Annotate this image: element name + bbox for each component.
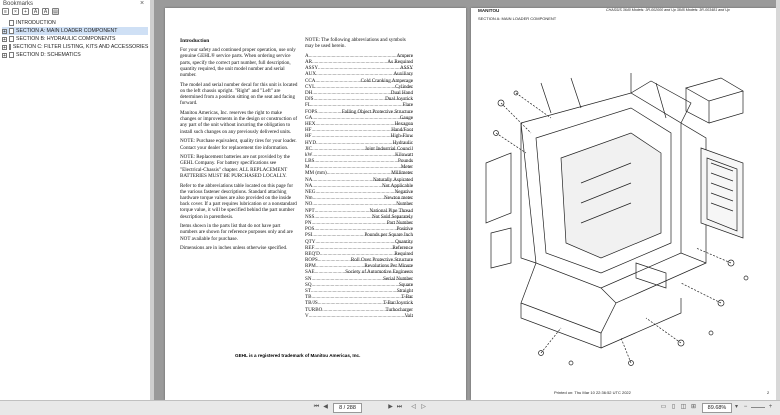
facing-view-icon[interactable]: ◫ [680, 404, 687, 410]
abbreviation-key: Nm [305, 195, 313, 202]
abbreviation-key: V [305, 312, 309, 319]
go-back-icon[interactable]: ◁ [411, 404, 416, 410]
bookmarks-toolbar [2, 8, 148, 17]
intro-column [180, 38, 298, 255]
abbreviation-value: ..... Hand/Foot [312, 127, 413, 133]
document-page-left [165, 8, 466, 400]
abbreviation-key: PN [305, 219, 312, 226]
abbreviation-value: ..... Not Sold Separately [314, 214, 413, 220]
page-icon [9, 28, 14, 34]
abbreviation-value: ..... Cylinder [315, 84, 413, 90]
collapse-all-icon[interactable]: A [43, 9, 48, 15]
abbreviation-value: ..... Number [312, 201, 413, 207]
bookmark-item-introduction[interactable] [2, 19, 148, 27]
abbreviations-table [305, 53, 413, 319]
zoom-out-icon[interactable]: − [743, 404, 748, 410]
abbreviation-value: ..... Roll Over Protective Structure [318, 257, 413, 263]
intro-paragraph: Manitou Americas, Inc. reserves the right to make changes or improvements in the design or construction of any part of the unit without incurring the obligation to install such changes on any previously delivered units. [180, 110, 298, 135]
abbreviation-key: RPM [305, 263, 316, 270]
single-page-view-icon[interactable]: ▭ [660, 404, 667, 410]
abbreviation-value: ..... Falling Object Protective Structure [317, 109, 413, 115]
abbreviation-value: ..... Revolutions Per Minute [316, 263, 413, 269]
abbreviation-value: ..... Serial Number [312, 276, 413, 282]
abbreviation-key: DH [305, 90, 313, 97]
abbreviation-value: ..... Newton meter [313, 195, 413, 201]
abbreviation-key: JIC [305, 145, 313, 152]
abbreviation-value: ..... Quantity [315, 239, 413, 245]
abbreviation-key: SQ [305, 281, 312, 288]
bookmark-item-section-a[interactable] [2, 27, 148, 35]
abbreviation-key: ROPS [305, 257, 318, 264]
bookmark-label: SECTION C: FILTER LISTING, KITS AND ACCESSORIES [12, 44, 149, 50]
abbreviation-value: ..... Hexagon [315, 121, 413, 127]
abbreviations-intro: NOTE: The following abbreviations and symbols may be used herein. [305, 37, 406, 50]
abbreviation-value: ..... Auxiliary [316, 71, 413, 77]
brand-label: MANITOU [478, 8, 500, 13]
abbreviation-key: LBS [305, 158, 315, 165]
abbreviation-value: ..... Kilowatt [312, 152, 413, 158]
abbreviation-key: REF [305, 244, 315, 251]
expand-icon[interactable]: + [3, 52, 6, 59]
abbreviation-key: HF [305, 127, 312, 134]
close-icon[interactable]: × [140, 0, 145, 7]
last-page-icon[interactable]: ⏭ [396, 404, 403, 410]
bookmarks-title: Bookmarks [3, 1, 34, 7]
abbreviation-value: ..... Pounds per Square Inch [312, 232, 413, 238]
new-bookmark-icon[interactable]: + [22, 8, 29, 15]
abbreviation-value: ..... Joint Industrial Council [312, 146, 413, 152]
intro-heading: Introduction [180, 38, 210, 44]
abbreviation-value: ..... High-Flow [312, 133, 413, 139]
abbreviations-column [305, 37, 413, 319]
abbreviation-key: POS [305, 226, 315, 233]
bookmark-item-section-b[interactable] [2, 35, 148, 43]
abbreviation-key: HF [305, 133, 312, 140]
bookmark-label: INTRODUCTION [16, 20, 56, 26]
page-icon [9, 36, 14, 42]
abbreviation-key: SN [305, 275, 312, 282]
zoom-input[interactable]: 89.68% [702, 403, 732, 413]
abbreviation-value: ..... Millimeter [327, 170, 413, 176]
bookmark-label: SECTION A: MAIN LOADER COMPONENT [16, 28, 118, 34]
printed-date: Printed on: Thu Mar 10 22:36:52 UTC 2022 [554, 390, 631, 395]
page-icon [9, 44, 11, 50]
models-label: CHASSIS 3640 Models: 3R-002000 and Up 3845 Models: 3R-003481 and Up [606, 8, 730, 12]
bookmark-item-section-d[interactable] [2, 51, 148, 59]
abbreviation-key: NEG [305, 189, 316, 196]
intro-paragraph: For your safety and continued proper operation, use only genuine GEHL® service parts. When ordering service parts, specify the correct part number, full description, quantity required, the unit model number and serial number. [180, 47, 296, 79]
trademark-note: GEHL is a registered trademark of Manitou Americas, Inc. [235, 353, 361, 358]
first-page-icon[interactable]: ⏮ [313, 404, 320, 410]
abbreviation-value: ..... Meter [310, 164, 413, 170]
abbreviation-value: ..... As Required [312, 59, 413, 65]
vertical-scrollbar[interactable] [776, 0, 780, 400]
abbreviation-value: ..... Volt [309, 313, 413, 319]
bookmarks-panel [0, 0, 151, 414]
abbreviation-key: AR [305, 59, 313, 66]
abbreviation-row [305, 313, 413, 319]
page-number-input[interactable]: 8 / 288 [333, 403, 362, 413]
abbreviation-key: AUX [305, 71, 317, 78]
zoom-slider[interactable] [751, 407, 765, 408]
navigation-toolbar [0, 400, 780, 415]
abbreviation-key: A [305, 52, 309, 59]
abbreviation-key: HYD [305, 139, 317, 146]
abbreviation-key: M [305, 164, 310, 171]
abbreviation-key: PSI [305, 232, 313, 239]
intro-paragraph: Items shown in the parts list that do not have part numbers are shown for reference purposes only and are NOT available for purchase. [180, 223, 293, 242]
zoom-dropdown-icon[interactable]: ▾ [734, 404, 738, 410]
continuous-facing-view-icon[interactable]: ⊞ [690, 404, 697, 410]
options-icon[interactable]: ≡ [2, 8, 9, 15]
abbreviation-value: ..... Straight [311, 288, 413, 294]
abbreviation-key: CYL [305, 83, 316, 90]
panel-splitter[interactable] [150, 0, 154, 414]
continuous-view-icon[interactable]: ▯ [671, 404, 676, 410]
abbreviation-value: ..... Dual Hand [312, 90, 413, 96]
page-icon [9, 20, 14, 26]
expand-all-icon[interactable]: A [33, 9, 38, 15]
abbreviation-key: NO [305, 201, 313, 208]
previous-page-icon[interactable]: ◀ [323, 404, 328, 410]
abbreviation-value: ..... ASSY [318, 65, 413, 71]
abbreviation-value: ..... Dual Joystick [314, 96, 414, 102]
abbreviation-value: ..... Hydraulic [316, 140, 413, 146]
abbreviation-key: SAE [305, 269, 315, 276]
abbreviation-key: NPT [305, 207, 315, 214]
abbreviation-key: GA [305, 114, 313, 121]
abbreviation-key: kW [305, 151, 313, 158]
abbreviation-key: CCA [305, 77, 316, 84]
section-label: SECTION A: MAIN LOADER COMPONENT [478, 16, 557, 21]
abbreviation-key: FOPS [305, 108, 318, 115]
abbreviation-key: NA [305, 176, 313, 183]
abbreviation-key: FL [305, 102, 311, 109]
abbreviation-value: ..... Turbocharger [322, 307, 413, 313]
abbreviation-value: ..... Required [320, 251, 413, 257]
abbreviation-value: ..... Ampere [309, 53, 413, 59]
abbreviation-value: ..... Society of Automotive Engineers [315, 269, 413, 275]
abbreviation-value: ..... Positive [314, 226, 413, 232]
abbreviation-key: QTY [305, 238, 316, 245]
go-forward-icon[interactable]: ▷ [421, 404, 426, 410]
abbreviation-value: ..... Naturally Aspirated [312, 177, 413, 183]
abbreviation-value: ..... Reference [314, 245, 413, 251]
abbreviation-key: HEX [305, 120, 316, 127]
bookmark-label: SECTION B: HYDRAULIC COMPONENTS [16, 36, 116, 42]
abbreviation-key: NSS [305, 213, 315, 220]
page-icon [9, 52, 14, 58]
abbreviation-key: ASSY [305, 65, 319, 72]
abbreviation-value: ..... Square [312, 282, 413, 288]
abbreviation-value: ..... Cold Cranking Amperage [315, 78, 413, 84]
intro-paragraph: Dimensions are in inches unless otherwise specified. [180, 245, 288, 252]
abbreviation-key: DJS [305, 96, 314, 103]
abbreviation-key: TB [305, 294, 312, 301]
properties-icon[interactable]: ▤ [53, 9, 58, 15]
bookmark-label: SECTION D: SCHEMATICS [16, 52, 81, 58]
intro-paragraph: NOTE: Replacement batteries are not provided by the GEHL Company. For battery specifications see "Electrical-Chassis" chapter. ALL REPLACEMENT BATTERIES MUST BE PURCHASED LOCALLY. [180, 154, 290, 179]
zoom-in-icon[interactable]: + [768, 404, 773, 410]
delete-bookmark-icon[interactable]: × [12, 8, 19, 15]
intro-paragraph: Refer to the abbreviations table located on this page for the various fastener descriptions. Standard attaching hardware torque values are also provided on the inside back cover. If a part requires lubrication or a nonstandard torque value, it will be specified behind the part number description in parenthesis. [180, 182, 297, 220]
expand-icon[interactable]: + [3, 44, 6, 51]
abbreviation-key: NA [305, 182, 313, 189]
exploded-parts-diagram [481, 63, 769, 383]
abbreviation-value: ..... Pounds [314, 158, 413, 164]
abbreviation-value: ..... National Pipe Thread [315, 208, 413, 214]
document-page-right [471, 8, 776, 400]
abbreviation-key: TB/JS [305, 300, 318, 307]
next-page-icon[interactable]: ▶ [388, 404, 393, 410]
abbreviation-key: ST [305, 288, 311, 295]
expand-icon[interactable]: + [3, 28, 6, 35]
abbreviation-key: MM (mm) [305, 170, 327, 177]
abbreviation-value: ..... T-Bar/Joystick [318, 300, 413, 306]
abbreviation-key: REQ'D [305, 250, 320, 257]
bookmark-item-section-c[interactable] [2, 43, 148, 51]
abbreviation-key: TURBO [305, 306, 323, 313]
abbreviation-value: ..... Gauge [312, 115, 413, 121]
intro-paragraph: NOTE: Purchase equivalent, quality tires for your loader. Contact your dealer for replacement tire information. [180, 138, 297, 151]
abbreviation-value: ..... Not Applicable [312, 183, 413, 189]
abbreviation-value: ..... Negative [315, 189, 413, 195]
intro-paragraph: The model and serial number decal for this unit is located on the left chassis upright. "Right" and "Left" are determined from a position sitting on the seat and facing forward. [180, 81, 298, 107]
expand-icon[interactable]: + [3, 36, 6, 43]
abbreviation-value: ..... T-Bar [312, 294, 413, 300]
abbreviation-value: ..... Part Number [312, 220, 413, 226]
abbreviation-value: ..... Flare [311, 102, 413, 108]
bookmark-list [2, 19, 148, 59]
page-number: 2 [767, 390, 770, 395]
